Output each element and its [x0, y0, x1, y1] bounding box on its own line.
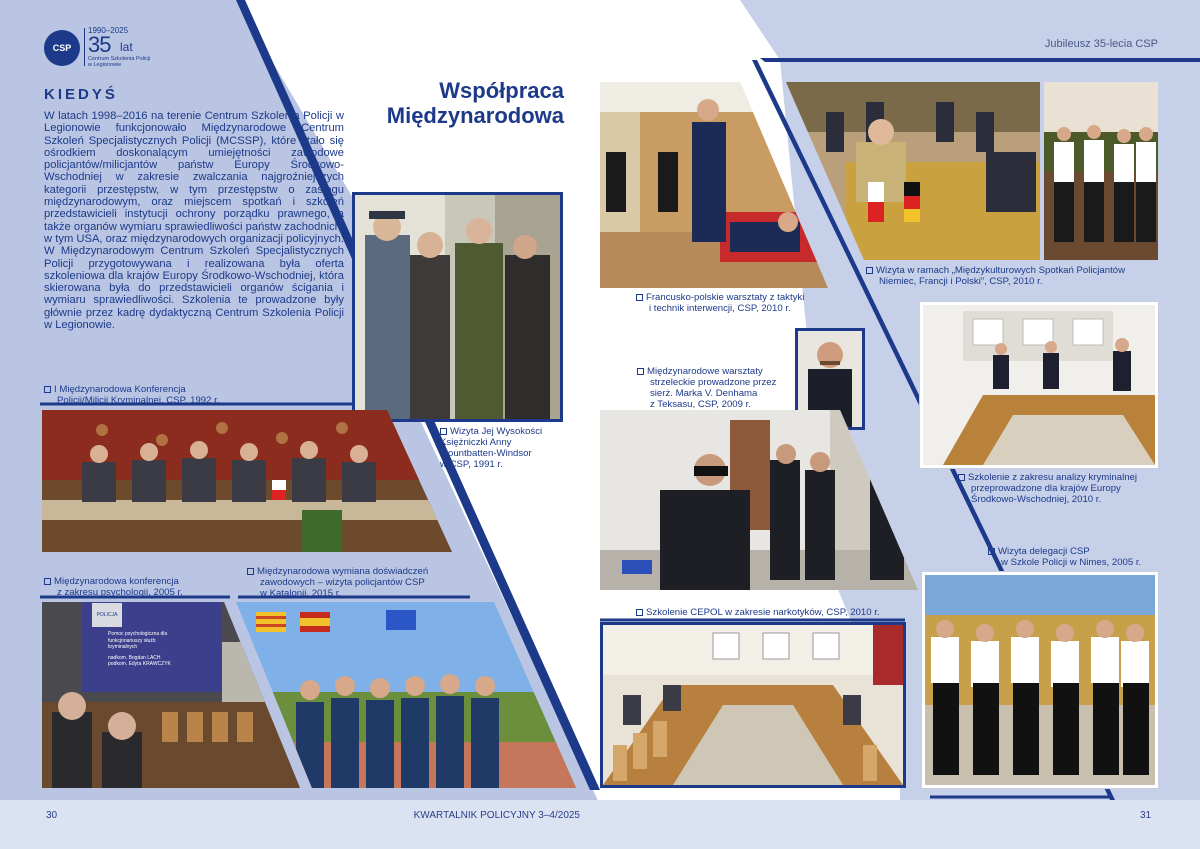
- logo-divider: [84, 28, 85, 66]
- photo-princess-visit: [352, 192, 563, 422]
- slide-badge: POLICJA: [92, 603, 122, 627]
- caption-conference-1992: I Międzynarodowa Konferencja Policji/Milicji Kryminalnej, CSP, 1992 r.: [44, 384, 219, 406]
- photo-crime-analysis-training: [920, 302, 1158, 468]
- photo-cepol-training: [600, 622, 906, 788]
- caption-marker-icon: [247, 568, 254, 575]
- logo-years: 1990–2025: [88, 26, 129, 35]
- caption-catalonia-2015: Międzynarodowa wymiana doświadczeń zawodowych – wizyta policjantów CSP w Katalonii, 2015 r.: [247, 566, 428, 599]
- section-title: KIEDYŚ: [44, 86, 118, 103]
- caption-shooting-2009: Międzynarodowe warsztaty strzeleckie prowadzone przez sierż. Marka V. Denhama z Teksasu, CSP, 2009 r.: [637, 366, 776, 410]
- caption-intercultural-2010: Wizyta w ramach „Międzykulturowych Spotkań Policjantów Niemiec, Francji i Polski”, CSP, 2010 r.: [866, 265, 1125, 287]
- photo-officers-group: [1044, 82, 1158, 260]
- logo-number: 35: [88, 32, 111, 57]
- caption-marker-icon: [440, 428, 447, 435]
- photo-nimes-delegation: [922, 572, 1158, 788]
- caption-marker-icon: [636, 294, 643, 301]
- photo-conference-1992: [42, 410, 452, 552]
- caption-marker-icon: [958, 474, 965, 481]
- csp-35-logo: [44, 26, 164, 72]
- journal-name: KWARTALNIK POLICYJNY 3–4/2025: [413, 810, 580, 821]
- headline-line-1: Współpraca: [439, 78, 564, 103]
- logo-subtitle: Centrum Szkolenia Policji w Legionowie: [88, 56, 151, 68]
- caption-nimes-2005: Wizyta delegacji CSP w Szkole Policji w Nimes, 2005 r.: [988, 546, 1141, 568]
- caption-marker-icon: [866, 267, 873, 274]
- headline-line-2: Międzynarodowa: [386, 103, 564, 128]
- caption-psychology-2005: Międzynarodowa konferencja z zakresu psychologii, 2005 r.: [44, 576, 183, 598]
- logo-unit: lat: [120, 40, 133, 54]
- caption-marker-icon: [44, 386, 51, 393]
- logo-seal-text: CSP: [52, 43, 72, 53]
- caption-marker-icon: [988, 548, 995, 555]
- csp-seal-icon: [44, 30, 80, 66]
- body-text: W latach 1998–2016 na terenie Centrum Szkolenia Policji w Legionowie funkcjonowało Międzynarodowe Centrum Szkoleń Specjalistycznych Policji (MCSSP), które stało się ośrodkiem doskonalącym umiejętności zawodowe policjantów/milicjantów państw Europy Środkowo-Wschodniej w zakresie zwalczania najgroźniejszych kategorii przestępstw, w tym przestępstw o zasięgu międzynarodowym, oraz miejscem spotkań i szkoleń przedstawicieli instytucji ochrony porządku prawnego, a także organów wymiaru sprawiedliwości państw zachodnich, w tym USA, oraz międzynarodowych organizacji policyjnych. W Międzynarodowym Centrum Szkoleń Specjalistycznych Policji przygotowywana i realizowana była oferta szkoleniowa dla krajów Europy Środkowo-Wschodniej, która skierowana była do przedstawicieli organów ścigania i wymiaru sprawiedliwości. Szkolenia te prowadzone były głównie przez kadrę dydaktyczną Centrum Szkolenia Policji w Legionowie.: [44, 110, 344, 332]
- caption-marker-icon: [44, 578, 51, 585]
- caption-franco-polish: Francusko-polskie warsztaty z taktyki i technik interwencji, CSP, 2010 r.: [636, 292, 804, 314]
- caption-princess-visit: Wizyta Jej Wysokości Księżniczki Anny Mountbatten-Windsor w CSP, 1991 r.: [440, 426, 543, 470]
- jubilee-header: Jubileusz 35-lecia CSP: [1044, 38, 1158, 50]
- page-number-right: 31: [1140, 810, 1152, 821]
- caption-marker-icon: [637, 368, 644, 375]
- caption-crime-analysis-2010: Szkolenie z zakresu analizy kryminalnej przeprowadzone dla krajów Europy Środkowo-Wschodniej, 2010 r.: [958, 472, 1137, 505]
- caption-marker-icon: [636, 609, 643, 616]
- page-number-left: 30: [46, 810, 58, 821]
- page-headline: [360, 78, 564, 128]
- caption-cepol-2010: Szkolenie CEPOL w zakresie narkotyków, CSP, 2010 r.: [636, 607, 880, 618]
- slide-text: Pomoc psychologiczna dla funkcjonariuszy służb kryminalnych nadkom. Bogdan LACH podkom. Edyta KRAWCZYK: [108, 631, 171, 667]
